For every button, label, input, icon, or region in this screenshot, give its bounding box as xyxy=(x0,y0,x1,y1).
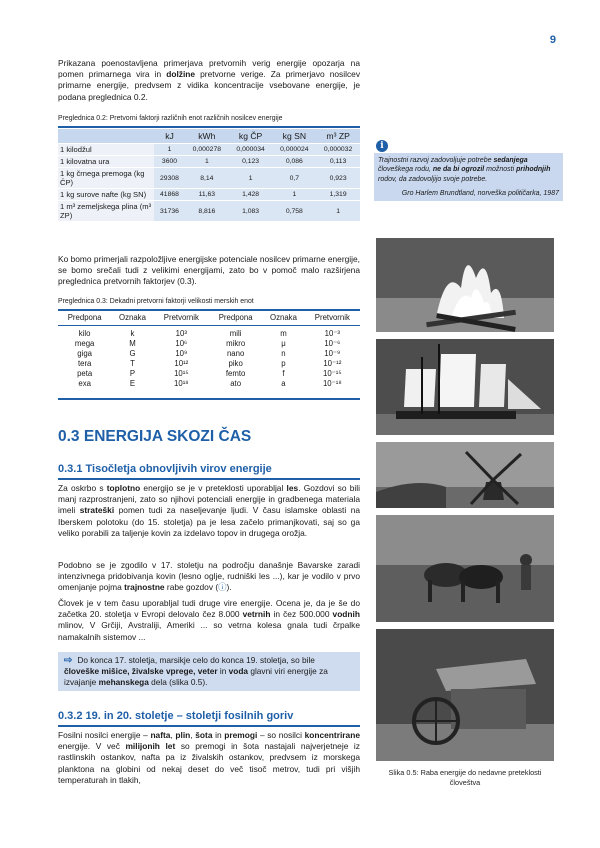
table-cell: 10³ xyxy=(175,329,187,338)
info-link-icon: ⓘ xyxy=(218,582,227,593)
table-cell: 10⁹ xyxy=(175,349,188,358)
table-cell: 1,319 xyxy=(316,189,360,201)
subsection-title: 0.3.2 19. in 20. stoletje – stoletji fosilnih goriv xyxy=(58,710,294,722)
table-cell: 10⁶ xyxy=(175,339,188,348)
table-cell: 10¹² xyxy=(174,359,189,368)
page-number: 9 xyxy=(549,34,556,46)
table-cell: 8,816 xyxy=(185,201,229,222)
table-cell: p xyxy=(281,359,286,368)
paragraph-wood: Za oskrbo s toplotno energijo se je v preteklosti uporabljal les. Gozdovi so bili manj razprostranjeni, zato so njihovi potenciali energije in gradbenega materiala imeli strateški pomen tudi za naseljevanje ljudi. V času islamske oblasti na Iberskem polotoku (do 15. stoletja) pa je lesa začelo primanjkovati, saj so ga veliko porabili za taljenje kovin za izdelavo topov in drugega orožja. xyxy=(58,483,361,538)
table-cell: 1 xyxy=(185,156,229,168)
table-cell: 10⁻¹⁸ xyxy=(322,379,342,388)
table-row xyxy=(58,168,360,189)
table-cell: 10⁻¹² xyxy=(323,359,342,368)
table-cell: 1 kilodžul xyxy=(58,144,154,156)
table-row xyxy=(58,359,360,369)
table-cell: 31736 xyxy=(154,201,185,222)
table-cell: nano xyxy=(226,349,245,358)
table-cell: kilo xyxy=(78,329,91,338)
paragraph-fossil: Fosilni nosilci energije – nafta, plin, šota in premogi – so nosilci koncentrirane energije. V več milijonih let so premogi in šota nastajali najverjetneje iz rastlinskih ostankov, nafta pa iz živalskih ostankov, predvsem iz morskega planktona na globini od nekaj deset do več tisoč metrov, tudi pri višjih temperaturah in tlakih, xyxy=(58,730,360,785)
table-row xyxy=(58,349,360,359)
table-cell: ato xyxy=(230,379,242,388)
table-row xyxy=(58,144,360,156)
table-cell: 10⁻³ xyxy=(324,329,341,338)
table-cell: piko xyxy=(228,359,243,368)
table-cell: 1 xyxy=(316,201,360,222)
table-cell: 1 xyxy=(272,189,316,201)
horse-plough-photo xyxy=(376,515,554,622)
table-cell: mikro xyxy=(226,339,246,348)
table-cell: 3600 xyxy=(154,156,185,168)
arrow-icon: ⇨ xyxy=(64,655,73,666)
table-cell: 1 kilovatna ura xyxy=(58,156,154,168)
table-row xyxy=(58,201,360,222)
table-cell: f xyxy=(282,369,285,378)
table-cell: 0,000032 xyxy=(316,144,360,156)
section-title: 0.3 ENERGIJA SKOZI ČAS xyxy=(58,428,252,445)
table-cell: E xyxy=(129,379,136,388)
sailing-ship-photo xyxy=(376,339,554,435)
table-header-cell: kg SN xyxy=(272,129,316,144)
table-cell: 0,758 xyxy=(272,201,316,222)
table-cell: 29308 xyxy=(154,168,185,189)
table-header-cell: m³ ZP xyxy=(316,129,360,144)
table-header-cell: Pretvornik xyxy=(314,313,350,322)
table-bottom-rule xyxy=(58,398,360,400)
table-cell: n xyxy=(281,349,286,358)
table-cell: 1 xyxy=(229,168,273,189)
figure-caption: Slika 0.5: Raba energije do nedavne preteklosti človeštva xyxy=(388,768,542,787)
table-cell: 0,923 xyxy=(316,168,360,189)
table-header-cell: kJ xyxy=(154,129,185,144)
intro-paragraph: Prikazana poenostavljena primerjava pretvornih verig energije opozarja na pomen primarnega vira in dolžine pretvorne verige. Za primerjavo nosilcev primarne energije, predvsem z vidika koncentracije vsebovane energije, je podana preglednica 0.2. xyxy=(58,58,361,102)
table-row xyxy=(58,326,360,340)
watermill-photo xyxy=(376,629,554,761)
table-cell: giga xyxy=(77,349,93,358)
table-row xyxy=(58,339,360,349)
table-cell: 0,7 xyxy=(272,168,316,189)
table-header-cell: Predpona xyxy=(218,313,253,322)
table-0-2-caption: Preglednica 0.2: Pretvorni faktorji različnih enot različnih nosilcev energije xyxy=(58,115,283,122)
table-header-cell: kg ČP xyxy=(229,129,273,144)
table-cell: 0,000034 xyxy=(229,144,273,156)
table-0-3-caption: Preglednica 0.3: Dekadni pretvorni faktorji velikosti merskih enot xyxy=(58,298,254,305)
table-cell: k xyxy=(130,329,135,338)
table-cell: tera xyxy=(77,359,92,368)
paragraph-conversion: Ko bomo primerjali razpoložljive energijske potenciale nosilcev primarne energije, se bomo srečali tudi z velikimi energijami, zato bo v pomoč malo razširjena preglednica pretvornih faktorjev (0.3). xyxy=(58,254,360,287)
table-cell: 0,000278 xyxy=(185,144,229,156)
highlight-note xyxy=(58,652,360,691)
subsection-title: 0.3.1 Tisočletja obnovljivih virov energije xyxy=(58,463,272,475)
table-cell: 1,428 xyxy=(229,189,273,201)
highlight-note-text: Do konca 17. stoletja, marsikje celo do konca 19. stoletja, so bile človeške mišice, živalske vprege, veter in voda glavni viri energije za izvajanje mehanskega dela (slika 0.5). xyxy=(64,655,328,687)
table-cell: G xyxy=(129,349,136,358)
table-cell: μ xyxy=(281,339,286,348)
table-cell: 1,083 xyxy=(229,201,273,222)
table-cell: femto xyxy=(225,369,246,378)
table-cell: M xyxy=(129,339,136,348)
table-header-cell: kWh xyxy=(185,129,229,144)
paragraph-mills: Človek je v tem času uporabljal tudi druge vire energije. Ocena je, da je še do začetka 20. stoletja v Evropi delovalo čez 8.000 vetrnih in čez 500.000 vodnih mlinov, V Grčiji, Avstraliji, Ameriki ... so vetrna kolesa gnala tudi črpalke namakalnih sistemov ... xyxy=(58,598,360,642)
table-cell: T xyxy=(130,359,135,368)
table-cell: 10⁻⁹ xyxy=(324,349,341,358)
table-cell: m xyxy=(280,329,287,338)
table-header-cell: Pretvornik xyxy=(163,313,199,322)
table-cell: 10⁻¹⁵ xyxy=(323,369,342,378)
table-cell: a xyxy=(281,379,286,388)
sidebar-author: Gro Harlem Brundtland, norveška političarka, 1987 xyxy=(401,189,559,197)
table-cell: 10¹⁸ xyxy=(174,379,189,388)
subsection-underline xyxy=(58,478,360,480)
sidebar-quote: Trajnostni razvoj zadovoljuje potrebe sedanjega človeškega rodu, ne da bi ogrozil možnosti prihodnjih rodov, da zadovoljijo svoje potrebe. xyxy=(378,157,551,183)
table-cell: 11,63 xyxy=(185,189,229,201)
table-cell: 1 m³ zemeljskega plina (m³ ZP) xyxy=(58,201,154,222)
table-cell: 0,086 xyxy=(272,156,316,168)
table-cell: 1 kg surove nafte (kg SN) xyxy=(58,189,154,201)
campfire-photo xyxy=(376,238,554,332)
windmill-photo xyxy=(376,442,554,508)
table-cell: 1 kg črnega premoga (kg ČP) xyxy=(58,168,154,189)
subsection-underline xyxy=(58,725,360,727)
table-cell: 41868 xyxy=(154,189,185,201)
table-cell: mega xyxy=(74,339,95,348)
table-cell: 0,113 xyxy=(316,156,360,168)
table-0-2 xyxy=(58,129,360,222)
table-cell: 0,123 xyxy=(229,156,273,168)
sidebar-quote-box xyxy=(374,153,563,201)
table-0-3 xyxy=(58,311,360,389)
table-row xyxy=(58,189,360,201)
table-top-rule xyxy=(58,126,360,128)
table-row xyxy=(58,156,360,168)
table-header-cell xyxy=(58,129,154,144)
table-cell: mili xyxy=(229,329,242,338)
table-row xyxy=(58,369,360,379)
table-cell: P xyxy=(129,369,136,378)
table-header-cell: Oznaka xyxy=(119,313,146,322)
table-header-cell: Predpona xyxy=(67,313,102,322)
table-cell: peta xyxy=(77,369,93,378)
info-icon: i xyxy=(376,140,388,152)
table-cell: exa xyxy=(78,379,91,388)
table-cell: 8,14 xyxy=(185,168,229,189)
table-header-cell: Oznaka xyxy=(270,313,297,322)
table-cell: 10⁻⁶ xyxy=(324,339,341,348)
table-cell: 1 xyxy=(154,144,185,156)
table-row xyxy=(58,379,360,389)
table-cell: 0,000024 xyxy=(272,144,316,156)
table-cell: 10¹⁵ xyxy=(174,369,189,378)
paragraph-bavaria: Podobno se je zgodilo v 17. stoletju na področju današnje Bavarske zaradi intenzivnega pridobivanja kovin (lesno oglje, rudniški les ...), kar je vodilo v prvo omenjanje pojma trajnostne rabe gozdov (ⓘ). xyxy=(58,560,360,593)
